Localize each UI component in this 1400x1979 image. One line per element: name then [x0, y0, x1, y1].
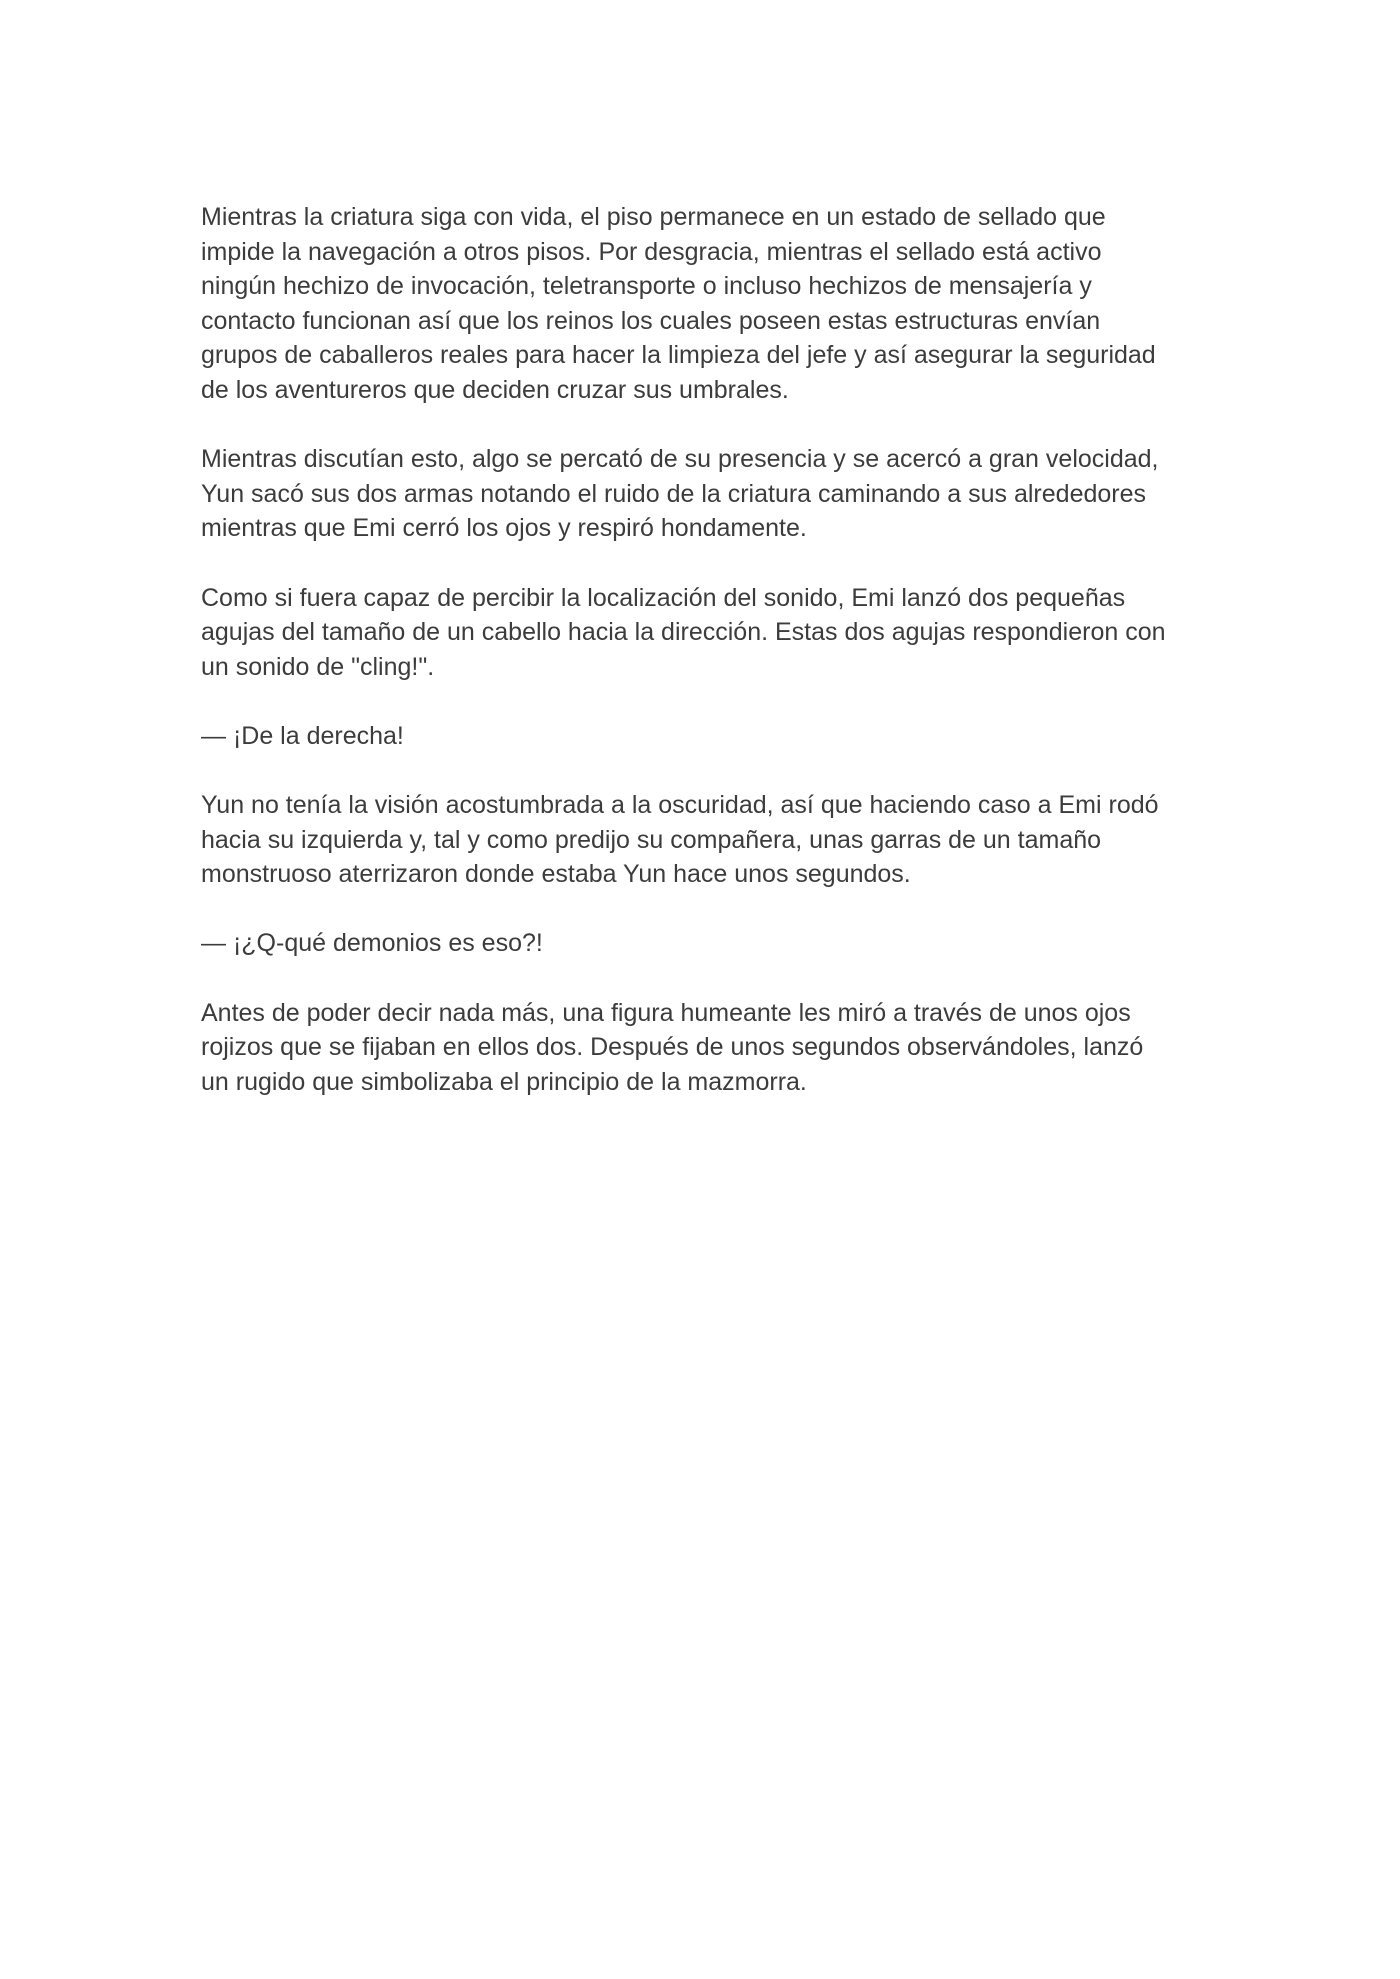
text-line: un sonido de "cling!". — [201, 652, 435, 681]
text-line: — ¡De la derecha! — [201, 721, 404, 750]
text-line: mientras que Emi cerró los ojos y respiró hondamente. — [201, 514, 807, 543]
text-line: Yun sacó sus dos armas notando el ruido de la criatura caminando a sus alrededores — [201, 479, 1147, 508]
text-line: rojizos que se fijaban en ellos dos. Después de unos segundos observándoles, lanzó — [201, 1033, 1144, 1062]
text-line: grupos de caballeros reales para hacer la limpieza del jefe y así asegurar la seguridad — [201, 341, 1156, 370]
paragraph — [201, 581, 1211, 685]
paragraph — [201, 996, 1211, 1100]
text-line: — ¡¿Q-qué demonios es eso?! — [201, 929, 543, 958]
text-line: un rugido que simbolizaba el principio de la mazmorra. — [201, 1067, 807, 1096]
text-line: ningún hechizo de invocación, teletransporte o incluso hechizos de mensajería y — [201, 272, 1092, 301]
text-line: de los aventureros que deciden cruzar sus umbrales. — [201, 375, 789, 404]
text-line: hacia su izquierda y, tal y como predijo su compañera, unas garras de un tamaño — [201, 825, 1102, 854]
paragraph — [201, 200, 1211, 408]
text-line: contacto funcionan así que los reinos los cuales poseen estas estructuras envían — [201, 306, 1101, 335]
text-line: Yun no tenía la visión acostumbrada a la oscuridad, así que haciendo caso a Emi rodó — [201, 791, 1159, 820]
document-body — [201, 200, 1211, 1134]
paragraph — [201, 926, 1211, 961]
text-line: impide la navegación a otros pisos. Por desgracia, mientras el sellado está activo — [201, 237, 1102, 266]
text-line: Mientras la criatura siga con vida, el piso permanece en un estado de sellado que — [201, 203, 1106, 231]
text-line: Antes de poder decir nada más, una figura humeante les miró a través de unos ojos — [201, 998, 1131, 1027]
text-line: monstruoso aterrizaron donde estaba Yun hace unos segundos. — [201, 860, 911, 889]
paragraph — [201, 442, 1211, 546]
text-line: agujas del tamaño de un cabello hacia la dirección. Estas dos agujas respondieron con — [201, 618, 1166, 647]
text-line: Como si fuera capaz de percibir la localización del sonido, Emi lanzó dos pequeñas — [201, 583, 1126, 612]
text-line: Mientras discutían esto, algo se percató de su presencia y se acercó a gran velocidad, — [201, 445, 1159, 474]
paragraph — [201, 788, 1211, 892]
paragraph — [201, 719, 1211, 754]
